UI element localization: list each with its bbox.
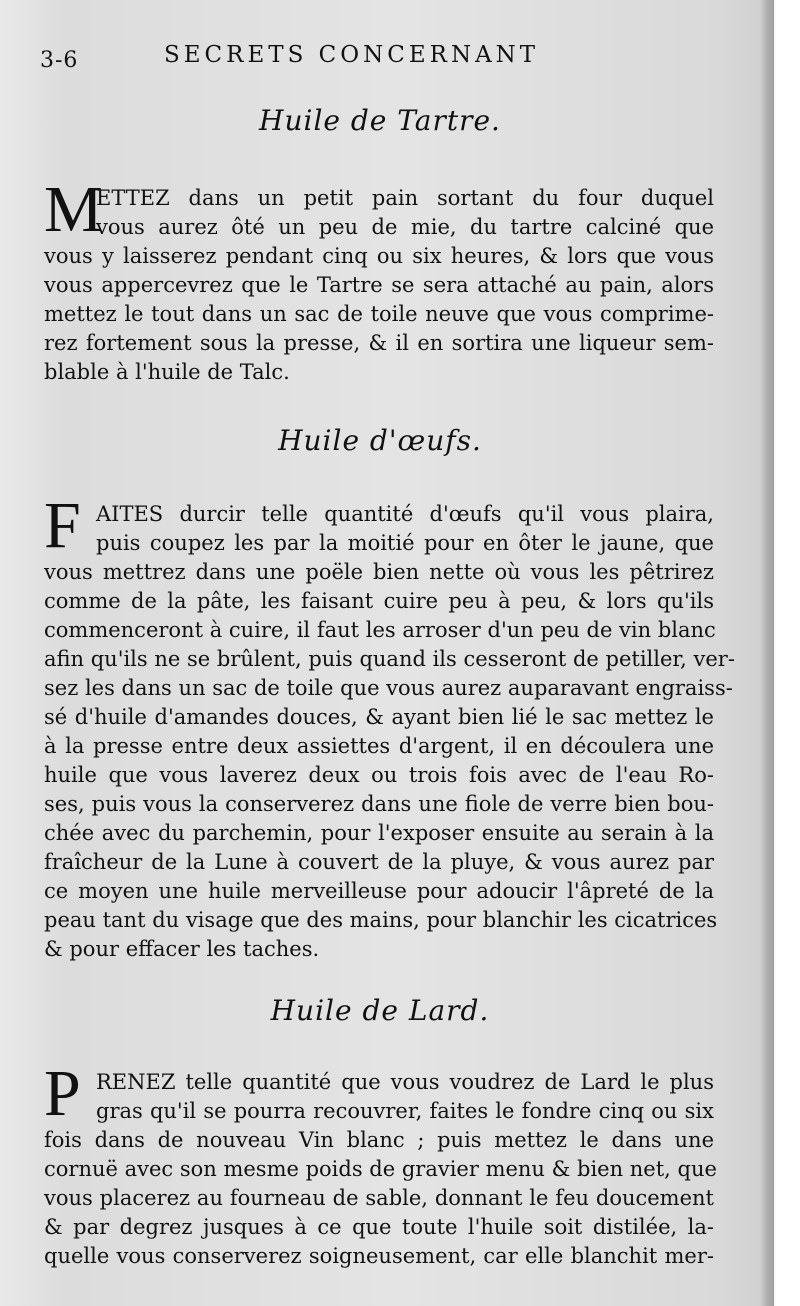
section-title-huile-de-lard: Huile de Lard. — [270, 994, 490, 1027]
text-line: blable à l'huile de Talc. — [44, 360, 290, 384]
drop-cap: M — [44, 173, 103, 246]
text-line: vous aurez ôté un peu de mie, du tartre calciné que — [96, 215, 714, 239]
text-line: & par degrez jusques à ce que toute l'huile soit distilée, la- — [44, 1215, 714, 1239]
text-line: fois dans de nouveau Vin blanc ; puis mettez le dans une — [44, 1128, 714, 1152]
text-line: rez fortement sous la presse, & il en sortira une liqueur sem- — [44, 331, 714, 355]
text-line: fraîcheur de la Lune à couvert de la pluye, & vous aurez par — [44, 850, 714, 874]
text-line: & pour effacer les taches. — [44, 937, 320, 961]
text-line: ce moyen une huile merveilleuse pour adoucir l'âpreté de la — [44, 879, 714, 903]
paragraph-huile-de-lard — [44, 1057, 717, 1271]
text-line: commenceront à cuire, il faut les arroser d'un peu de vin blanc — [44, 618, 716, 642]
page-edge-shadow — [760, 0, 774, 1306]
running-title: SECRETS CONCERNANT — [164, 42, 540, 68]
text-line: vous appercevrez que le Tartre se sera attaché au pain, alors — [44, 273, 714, 297]
text-line: sez les dans un sac de toile que vous aurez auparavant engraiss- — [44, 676, 733, 700]
drop-cap: F — [44, 489, 81, 562]
drop-cap: P — [44, 1057, 81, 1130]
running-head — [40, 40, 740, 80]
section-title-huile-de-tartre: Huile de Tartre. — [259, 104, 501, 137]
text-line: afin qu'ils ne se brûlent, puis quand ils cesseront de petiller, ver- — [44, 647, 735, 671]
text-line: cornuë avec son mesme poids de gravier menu & bien net, que — [44, 1157, 717, 1181]
section-title-huile-d-oeufs: Huile d'œufs. — [278, 424, 482, 457]
text-line: AITES durcir telle quantité d'œufs qu'il vous plaira, — [96, 502, 714, 526]
text-line: chée avec du parchemin, pour l'exposer ensuite au serain à la — [44, 821, 714, 845]
text-line: ETTEZ dans un petit pain sortant du four duquel — [96, 186, 714, 210]
text-line: mettez le tout dans un sac de toile neuve que vous comprime- — [44, 302, 714, 326]
text-line: huile que vous laverez deux ou trois fois avec de l'eau Ro- — [44, 763, 714, 787]
text-line: sé d'huile d'amandes douces, & ayant bien lié le sac mettez le — [44, 705, 714, 729]
text-line: peau tant du visage que des mains, pour blanchir les cicatrices — [44, 908, 718, 932]
paragraph-huile-de-tartre — [44, 173, 714, 387]
text-line: comme de la pâte, les faisant cuire peu à peu, & lors qu'ils — [44, 589, 714, 613]
text-line: puis coupez les par la moitié pour en ôter le jaune, que — [96, 531, 714, 555]
text-line: vous placerez au fourneau de sable, donnant le feu doucement — [44, 1186, 714, 1210]
page-number: 3-6 — [40, 48, 79, 73]
text-line: gras qu'il se pourra recouvrer, faites le fondre cinq ou six — [96, 1099, 714, 1123]
text-line: RENEZ telle quantité que vous voudrez de Lard le plus — [96, 1070, 714, 1094]
text-line: quelle vous conserverez soigneusement, car elle blanchit mer- — [44, 1244, 714, 1268]
text-line: vous y laisserez pendant cinq ou six heures, & lors que vous — [44, 244, 714, 268]
text-line: à la presse entre deux assiettes d'argent, il en découlera une — [44, 734, 714, 758]
text-line: vous mettrez dans une poële bien nette où vous les pêtrirez — [44, 560, 714, 584]
paragraph-huile-d-oeufs — [44, 489, 735, 964]
text-line: ses, puis vous la conserverez dans une fiole de verre bien bou- — [44, 792, 714, 816]
